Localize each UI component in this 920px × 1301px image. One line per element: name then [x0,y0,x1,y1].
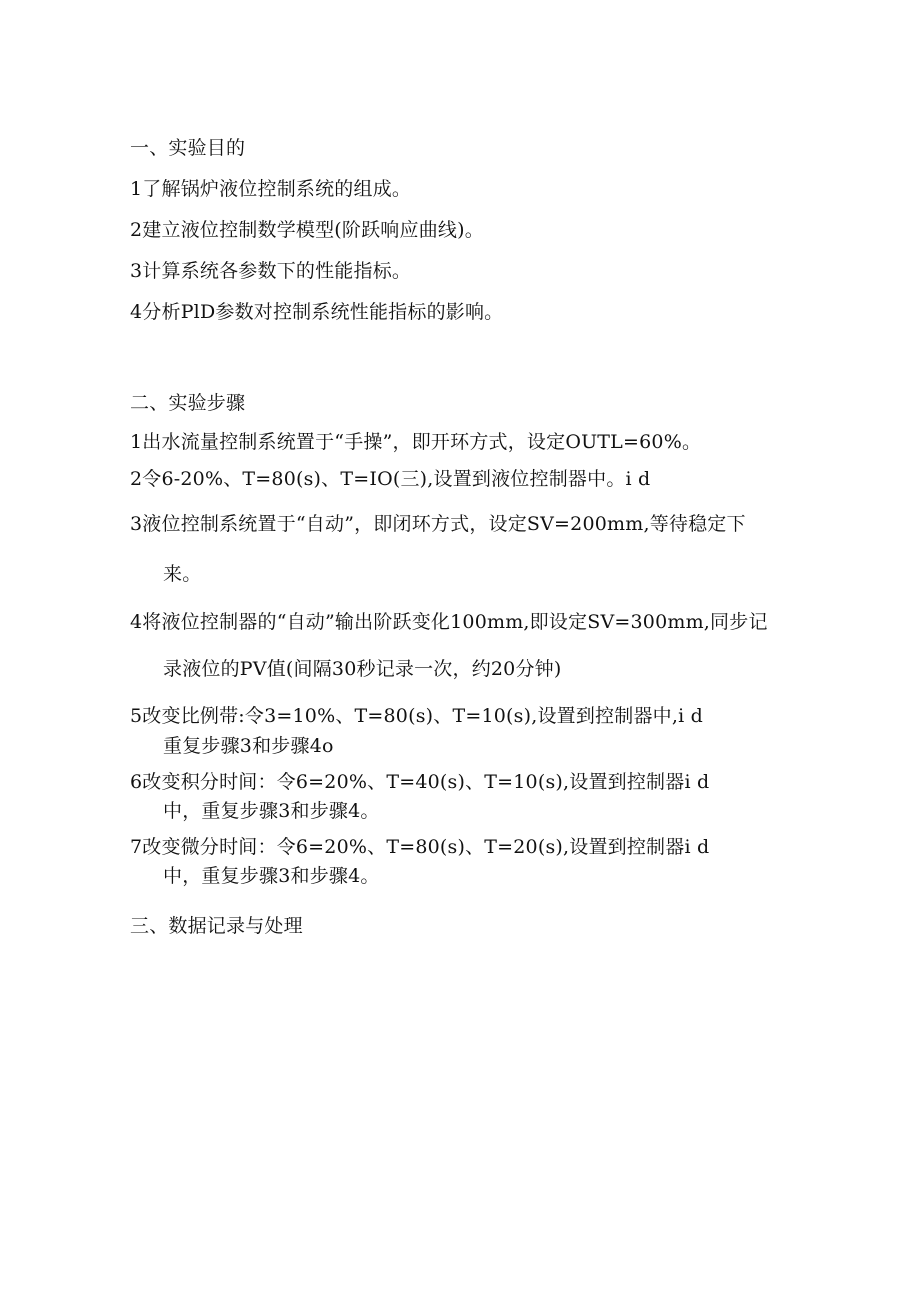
section-heading-data: 三、数据记录与处理 [130,915,303,937]
section-heading-objectives: 一、实验目的 [130,137,246,159]
step-4-line-2: 录液位的PV值(间隔30秒记录一次，约20分钟) [163,658,562,680]
objective-item-3: 3计算系统各参数下的性能指标。 [130,260,412,282]
step-6-line-1: 6改变积分时间：令6=20%、T=40(s)、T=10(s),设置到控制器i d [130,771,710,793]
step-7-line-2: 中，重复步骤3和步骤4。 [163,865,380,887]
objective-item-4: 4分析PlD参数对控制系统性能指标的影响。 [130,301,504,323]
step-5-line-1: 5改变比例带:令3=10%、T=80(s)、T=10(s),设置到控制器中,i d [130,705,703,727]
step-3-line-1: 3液位控制系统置于“自动”，即闭环方式，设定SV=200mm,等待稳定下 [130,513,746,535]
objective-item-1: 1了解锅炉液位控制系统的组成。 [130,178,412,200]
step-5-line-2: 重复步骤3和步骤4o [163,735,334,757]
step-2: 2令6-20%、T=80(s)、T=IO(三),设置到液位控制器中。i d [130,468,651,490]
step-4-line-1: 4将液位控制器的“自动”输出阶跃变化100mm,即设定SV=300mm,同步记 [130,611,768,633]
step-7-line-1: 7改变微分时间：令6=20%、T=80(s)、T=20(s),设置到控制器i d [130,836,710,858]
step-6-line-2: 中，重复步骤3和步骤4。 [163,800,380,822]
objective-item-2: 2建立液位控制数学模型(阶跃响应曲线)。 [130,219,484,241]
section-heading-steps: 二、实验步骤 [130,392,246,414]
step-1: 1出水流量控制系统置于“手操”，即开环方式，设定OUTL=60%。 [130,431,702,453]
step-3-line-2: 来。 [163,563,202,585]
